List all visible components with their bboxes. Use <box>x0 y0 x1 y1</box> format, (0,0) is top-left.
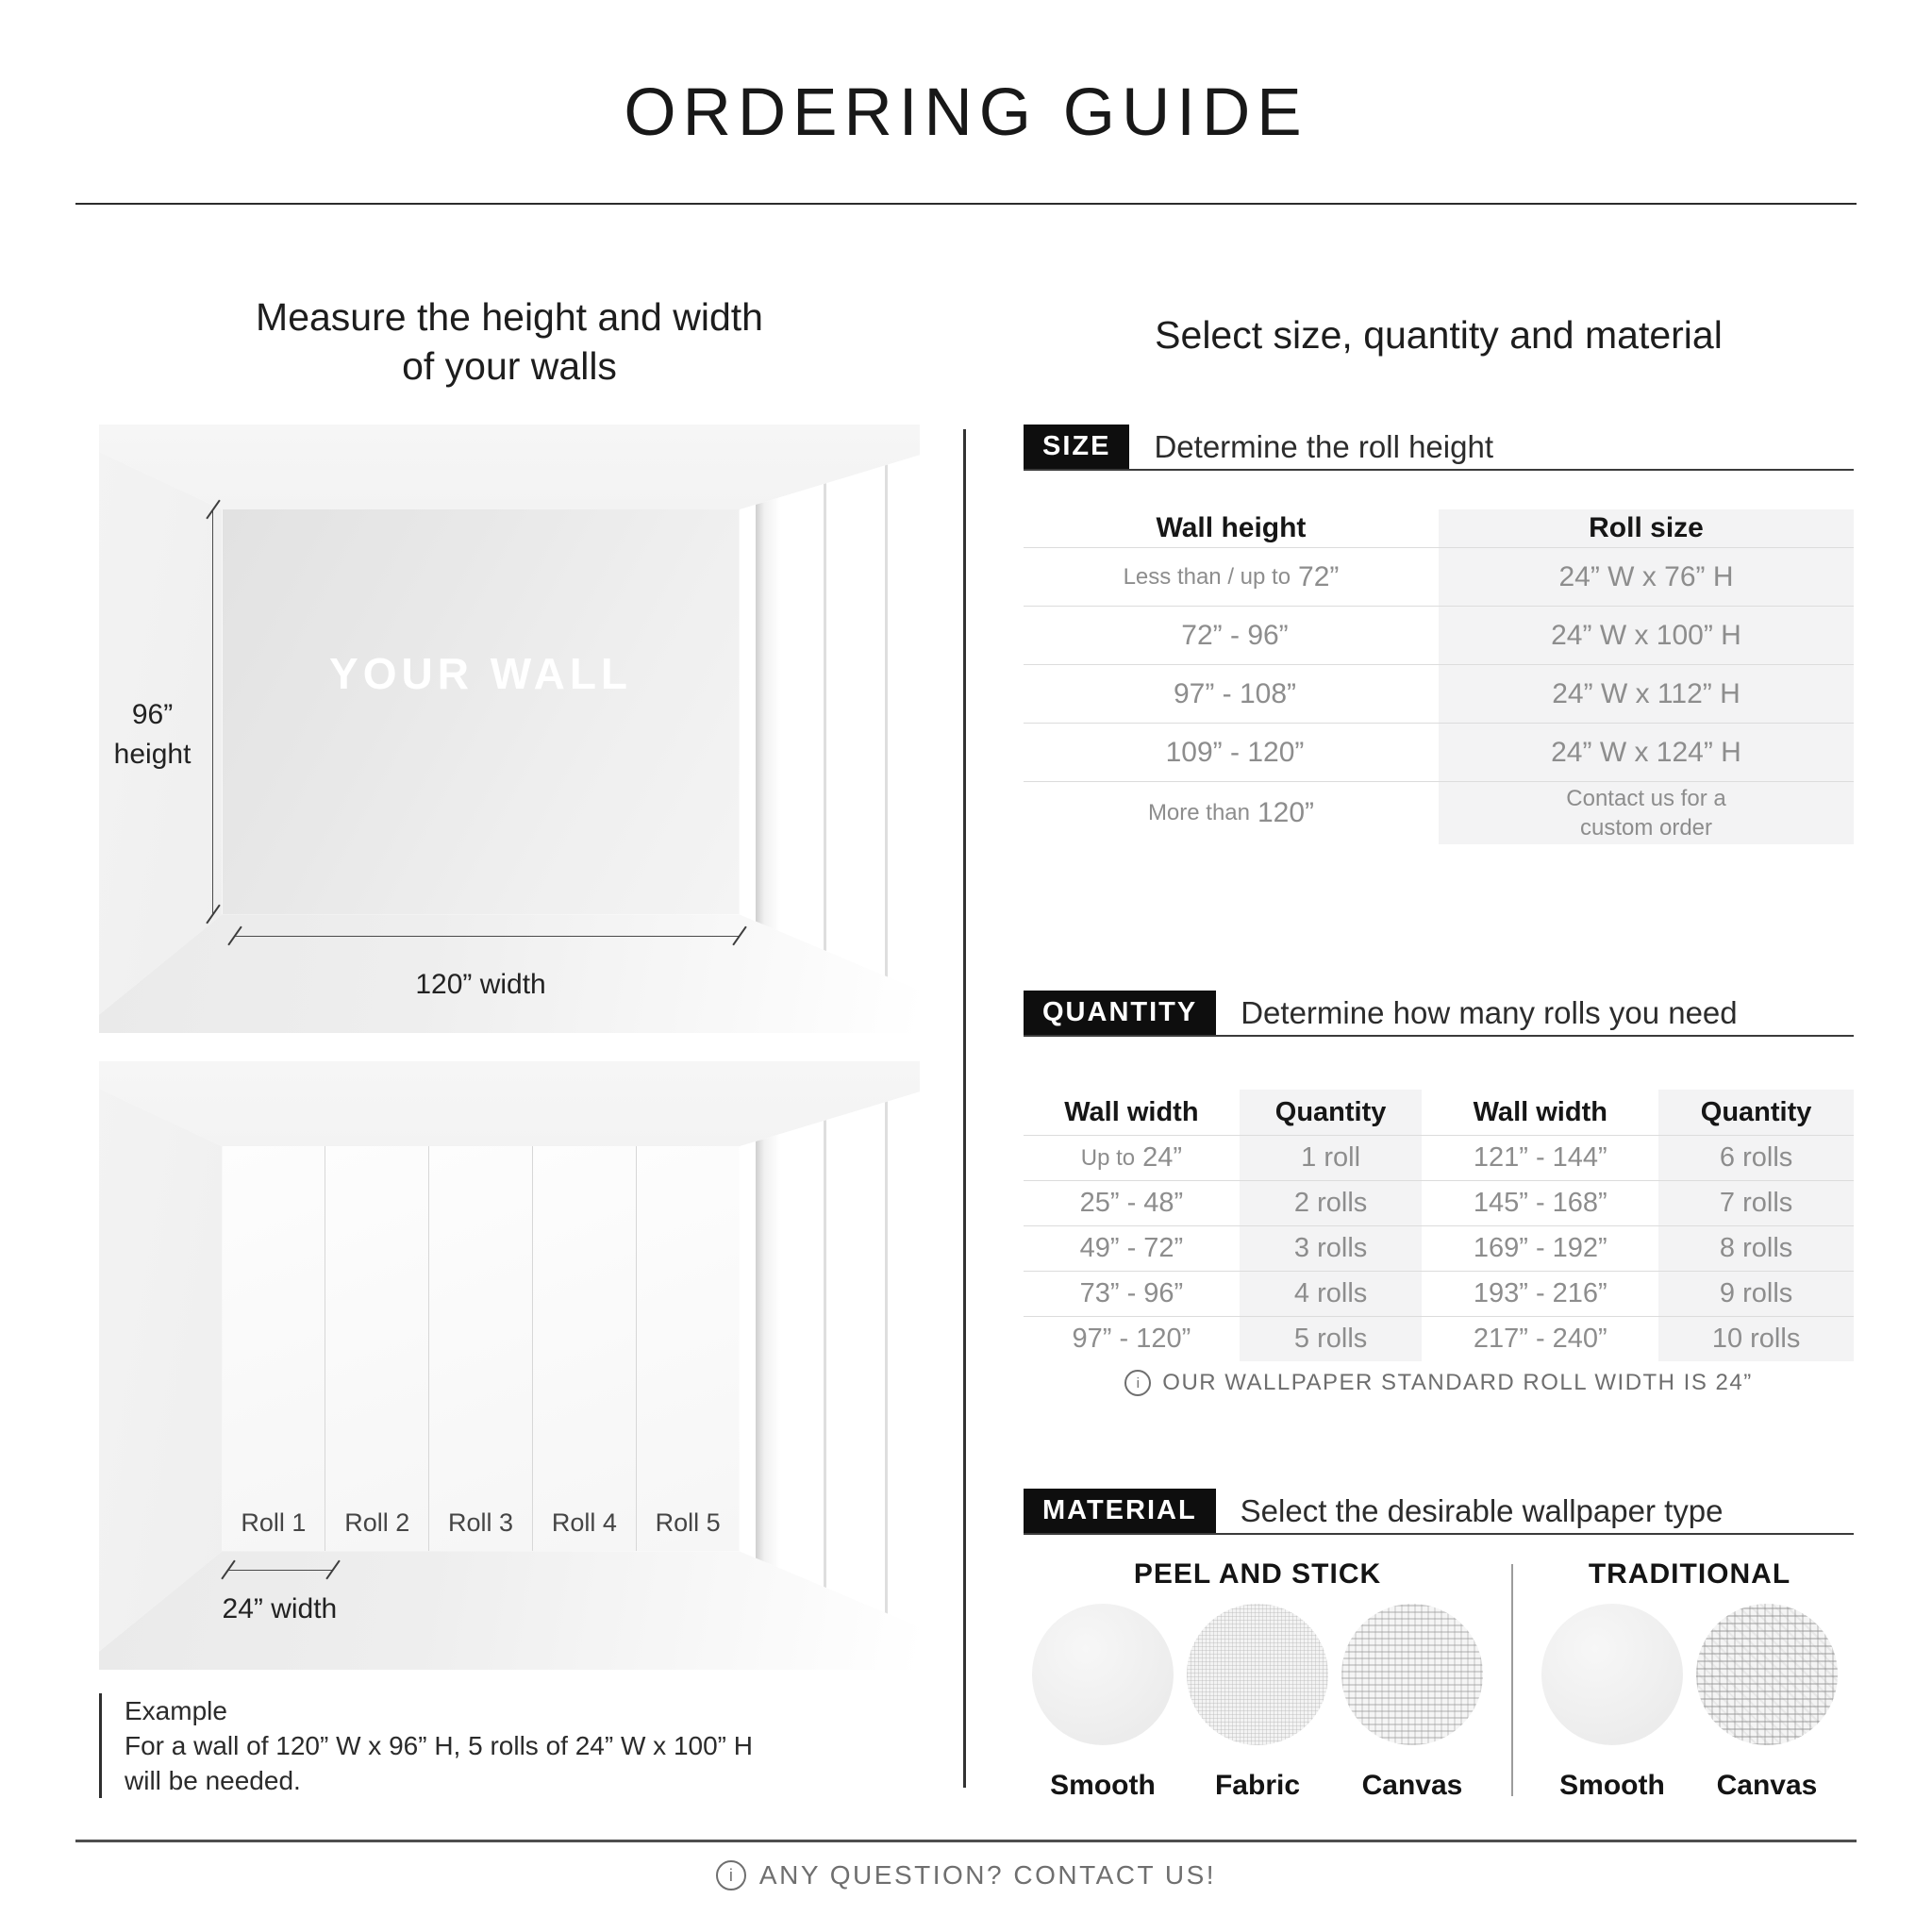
footer-contact <box>0 1860 1932 1890</box>
left-heading-line2: of your walls <box>402 344 617 388</box>
table-row <box>1024 1226 1854 1272</box>
size-section-title: Determine the roll height <box>1154 428 1493 464</box>
wall-width-cell: 25” - 48” <box>1079 1188 1184 1218</box>
material-section-title: Select the desirable wallpaper type <box>1240 1492 1724 1528</box>
column-header-quantity: Quantity <box>1658 1090 1854 1135</box>
width-measure-line <box>235 936 739 937</box>
wall-height-cell: 97” - 108” <box>1173 677 1297 709</box>
quantity-section-title: Determine how many rolls you need <box>1241 994 1738 1030</box>
table-row <box>1024 782 1854 844</box>
roll-panel-label: Roll 2 <box>344 1508 410 1538</box>
table-row <box>1024 607 1854 665</box>
swatch-label: Smooth <box>1559 1770 1665 1801</box>
wallpaper-rolls <box>223 1146 740 1551</box>
left-heading-line1: Measure the height and width <box>256 295 763 339</box>
fabric-texture-icon <box>1187 1604 1328 1745</box>
table-row <box>1024 1272 1854 1317</box>
smooth-texture-icon <box>1032 1604 1174 1745</box>
swatch-row <box>1525 1604 1854 1802</box>
wall-width-cell: 97” - 120” <box>1072 1324 1191 1354</box>
table-row <box>1024 665 1854 724</box>
table-row <box>1024 724 1854 782</box>
quantity-cell: 1 roll <box>1240 1136 1423 1180</box>
window-mullion <box>885 1061 888 1670</box>
info-icon: i <box>716 1860 746 1890</box>
swatch-label: Fabric <box>1214 1770 1301 1801</box>
roll-size-cell: Contact us for a custom order <box>1439 782 1854 844</box>
wall-width-cell: 169” - 192” <box>1473 1233 1607 1263</box>
roll-panel-label: Roll 5 <box>655 1508 721 1538</box>
quantity-cell: 9 rolls <box>1658 1272 1854 1316</box>
wall-width-cell: 73” - 96” <box>1079 1278 1184 1308</box>
canvas-texture-icon <box>1696 1604 1838 1745</box>
window-mullion <box>824 1061 826 1670</box>
material-swatch-fabric <box>1187 1604 1328 1802</box>
column-header-wall-width: Wall width <box>1473 1096 1607 1127</box>
example-note <box>99 1693 860 1798</box>
roll-width-measure-label: 24” width <box>222 1593 338 1625</box>
column-header-wall-width: Wall width <box>1064 1096 1199 1127</box>
example-line2: will be needed. <box>125 1766 301 1795</box>
canvas-texture-icon <box>1341 1604 1483 1745</box>
size-label-badge: SIZE <box>1024 425 1129 469</box>
material-group-title: PEEL AND STICK <box>1133 1558 1382 1590</box>
quantity-cell: 5 rolls <box>1240 1317 1423 1361</box>
swatch-label: Canvas <box>1716 1770 1818 1801</box>
roll-height-table <box>1024 509 1854 844</box>
wall-width-cell: 145” - 168” <box>1473 1188 1607 1218</box>
quantity-cell: 10 rolls <box>1658 1317 1854 1361</box>
window-mullion <box>824 425 826 1033</box>
column-divider <box>963 429 966 1788</box>
table-row <box>1024 1181 1854 1226</box>
your-wall-label: YOUR WALL <box>329 649 633 699</box>
wall-width-cell: Up to 24” <box>1080 1142 1183 1173</box>
height-value: 96” <box>131 699 174 731</box>
window-mullion <box>885 425 888 1033</box>
roll-size-cell: 24” W x 124” H <box>1439 724 1854 781</box>
room-illustration-measure <box>99 425 920 1033</box>
material-group-title: TRADITIONAL <box>1588 1558 1791 1590</box>
roll-panel-label: Roll 3 <box>448 1508 514 1538</box>
material-group-divider <box>1511 1564 1513 1796</box>
width-measure-label: 120” width <box>415 969 546 1001</box>
wall-width-cell: 49” - 72” <box>1079 1233 1184 1263</box>
size-section-header <box>1024 425 1854 471</box>
column-header-roll-size: Roll size <box>1439 509 1854 547</box>
wall-width-cell: 217” - 240” <box>1473 1324 1607 1354</box>
quantity-cell: 7 rolls <box>1658 1181 1854 1225</box>
height-measure-line <box>212 509 213 914</box>
quantity-cell: 6 rolls <box>1658 1136 1854 1180</box>
quantity-cell: 8 rolls <box>1658 1226 1854 1271</box>
roll-width-note <box>1024 1370 1854 1396</box>
wall-height-cell: More than 120” <box>1147 797 1315 828</box>
material-group-peel-and-stick <box>1025 1558 1490 1802</box>
roll-size-cell: 24” W x 112” H <box>1439 665 1854 723</box>
info-icon: i <box>1124 1370 1151 1396</box>
footer-contact-text: ANY QUESTION? CONTACT US! <box>758 1860 1217 1890</box>
room-back-wall <box>223 509 740 914</box>
quantity-cell: 4 rolls <box>1240 1272 1423 1316</box>
material-swatch-canvas <box>1341 1604 1483 1802</box>
material-label-badge: MATERIAL <box>1024 1489 1216 1533</box>
wall-height-cell: Less than / up to 72” <box>1123 560 1340 592</box>
wall-width-cell: 193” - 216” <box>1473 1278 1607 1308</box>
quantity-label-badge: QUANTITY <box>1024 991 1216 1035</box>
table-row <box>1024 1136 1854 1181</box>
swatch-row <box>1025 1604 1490 1802</box>
roll-panel <box>325 1146 429 1551</box>
roll-panel <box>533 1146 637 1551</box>
wall-height-cell: 72” - 96” <box>1181 619 1289 651</box>
roll-size-cell: 24” W x 100” H <box>1439 607 1854 664</box>
swatch-label: Canvas <box>1361 1770 1463 1801</box>
roll-quantity-table <box>1024 1090 1854 1361</box>
title-divider <box>75 203 1857 205</box>
table-row <box>1024 1317 1854 1361</box>
footer-divider <box>75 1840 1857 1842</box>
room-illustration-rolls <box>99 1061 920 1670</box>
wall-width-cell: 121” - 144” <box>1473 1142 1607 1173</box>
material-group-traditional <box>1525 1558 1854 1802</box>
height-measure-label <box>99 695 206 774</box>
quantity-cell: 2 rolls <box>1240 1181 1423 1225</box>
smooth-texture-icon <box>1541 1604 1683 1745</box>
swatch-label: Smooth <box>1050 1770 1156 1801</box>
column-header-wall-height: Wall height <box>1156 512 1307 543</box>
column-header-quantity: Quantity <box>1240 1090 1423 1135</box>
roll-panel-label: Roll 4 <box>551 1508 617 1538</box>
height-word: height <box>113 739 192 771</box>
roll-panel <box>637 1146 740 1551</box>
roll-panel-label: Roll 1 <box>241 1508 307 1538</box>
material-swatch-canvas <box>1696 1604 1838 1802</box>
roll-width-measure-line <box>228 1570 333 1571</box>
right-column-heading: Select size, quantity and material <box>1155 313 1723 357</box>
roll-width-note-text: OUR WALLPAPER STANDARD ROLL WIDTH IS 24” <box>1162 1370 1753 1395</box>
example-title: Example <box>125 1696 227 1725</box>
roll-panel <box>223 1146 326 1551</box>
material-swatch-smooth <box>1032 1604 1174 1802</box>
roll-size-cell: 24” W x 76” H <box>1439 548 1854 606</box>
example-line1: For a wall of 120” W x 96” H, 5 rolls of 24” W x 100” H <box>125 1731 753 1760</box>
left-column-heading <box>99 292 920 391</box>
table-header-row <box>1024 1090 1854 1136</box>
table-header-row <box>1024 509 1854 548</box>
roll-panel <box>429 1146 533 1551</box>
material-swatch-smooth <box>1541 1604 1683 1802</box>
table-row <box>1024 548 1854 607</box>
quantity-section-header <box>1024 991 1854 1037</box>
quantity-cell: 3 rolls <box>1240 1226 1423 1271</box>
wall-height-cell: 109” - 120” <box>1165 736 1305 768</box>
page-title: ORDERING GUIDE <box>624 75 1308 150</box>
material-section-header <box>1024 1489 1854 1535</box>
